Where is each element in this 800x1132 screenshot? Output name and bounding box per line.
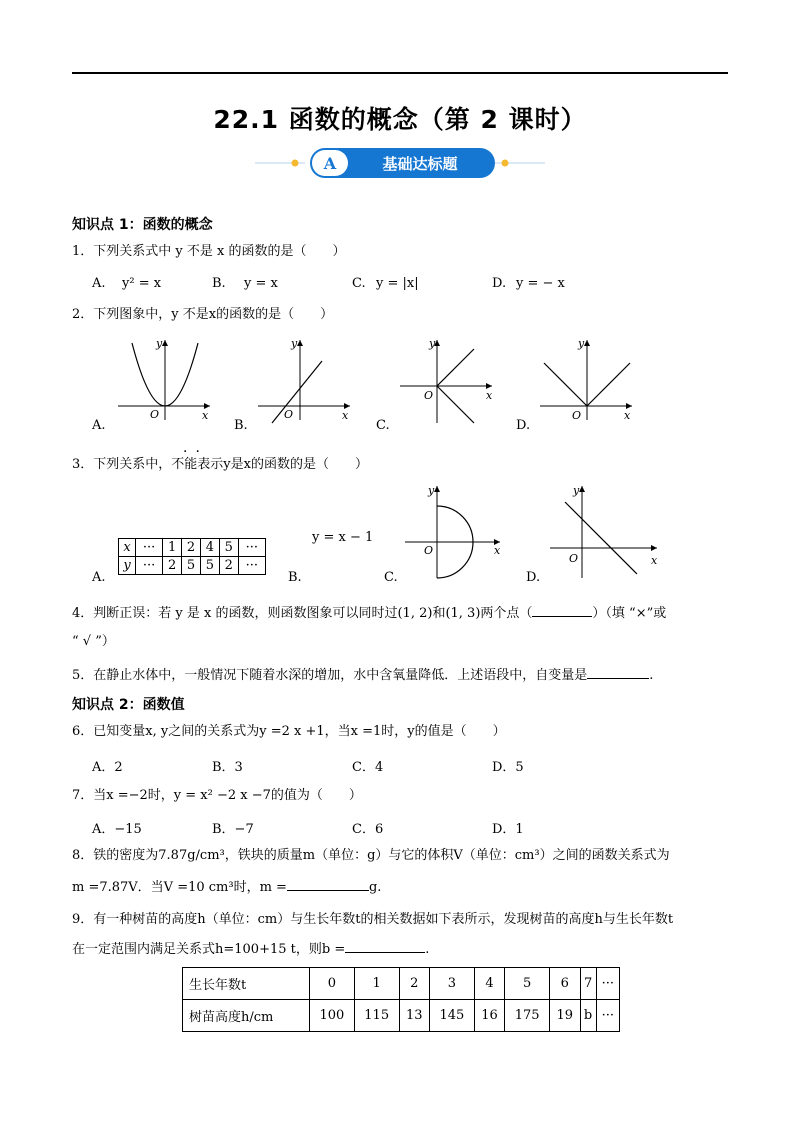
- q2-graph-d: [532, 335, 642, 425]
- q3-table: [118, 538, 266, 575]
- question-4-line2: “ √ ”）: [72, 634, 115, 649]
- q2-graph-b: [250, 335, 360, 425]
- question-5-text: [72, 664, 653, 686]
- q2-option-b: B.: [234, 418, 248, 433]
- table-cell: 145: [430, 1000, 475, 1032]
- q8-answer-blank[interactable]: [287, 876, 369, 891]
- emphasis-dots: ··: [183, 444, 208, 460]
- table-cell: 2: [182, 539, 201, 557]
- table-cell: 2: [399, 968, 429, 1000]
- banner-letter: A: [323, 154, 337, 173]
- banner-label: 基础达标题: [382, 155, 458, 173]
- q6-option-c: C．4: [352, 760, 384, 775]
- svg-text:x: x: [651, 554, 658, 567]
- q4-text-a: 4．判断正误：若 y 是 x 的函数，则函数图象可以同时过: [72, 606, 398, 621]
- q4-and: 和: [432, 606, 446, 621]
- table-cell: 13: [399, 1000, 429, 1032]
- q4-answer-blank[interactable]: [532, 602, 592, 617]
- q4-point-1: (1, 2): [397, 606, 433, 621]
- svg-text:O: O: [572, 409, 582, 422]
- table-cell: 1: [163, 539, 182, 557]
- table-cell: 175: [505, 1000, 550, 1032]
- q3-option-d: D.: [526, 570, 541, 585]
- q8-text-b: g.: [368, 880, 382, 895]
- svg-text:x: x: [624, 409, 631, 422]
- table-cell: 7: [580, 968, 596, 1000]
- q7-option-a: A．−15: [92, 822, 142, 837]
- q9-text-b: .: [425, 942, 430, 957]
- q3-option-c: C.: [384, 570, 398, 585]
- table-cell: 100: [310, 1000, 355, 1032]
- q2-option-c: C.: [376, 418, 390, 433]
- table-cell: 2: [163, 557, 182, 575]
- svg-text:x: x: [202, 409, 209, 422]
- svg-text:y: y: [573, 484, 580, 497]
- table-cell: y: [119, 557, 136, 575]
- banner-dot-right: [502, 160, 509, 167]
- q9-table: [182, 967, 620, 1032]
- banner-dot-left: [292, 160, 299, 167]
- svg-text:y: y: [291, 337, 298, 350]
- q1-expr-d: y = − x: [516, 276, 565, 291]
- q4-text-c: ）（填 “×”或: [592, 606, 667, 621]
- q1-expr-b: y = x: [244, 276, 278, 291]
- svg-text:x: x: [486, 389, 493, 402]
- q1-expr-a: y² = x: [122, 276, 162, 291]
- q5-answer-blank[interactable]: [587, 664, 649, 679]
- section-heading-1: 知识点 1：函数的概念: [72, 217, 213, 233]
- q5-text: 5．在静止水体中，一般情况下随着水深的增加，水中含氧量降低．上述语段中，自变量是: [72, 668, 588, 683]
- q6-option-d: D．5: [492, 760, 524, 775]
- svg-text:O: O: [424, 389, 434, 402]
- table-cell: ···: [596, 968, 619, 1000]
- table-cell: ···: [238, 557, 265, 575]
- q1-option-b: B.: [212, 276, 226, 291]
- svg-text:x: x: [494, 544, 501, 557]
- table-cell: 0: [310, 968, 355, 1000]
- question-8-line2: [72, 876, 381, 898]
- question-7-text: 7．当x =−2时，y = x² −2 x −7的值为（ ）: [72, 788, 362, 803]
- q9-text-a: 在一定范围内满足关系式h=100+15 t，则b =: [72, 942, 346, 957]
- question-9-line2: [72, 938, 429, 960]
- q2-option-d: D.: [516, 418, 531, 433]
- q2-graph-a: [110, 335, 220, 425]
- table-cell: b: [580, 1000, 596, 1032]
- page-title: 22.1 函数的概念（第 2 课时）: [213, 105, 587, 134]
- question-6-text: 6．已知变量x, y之间的关系式为y =2 x +1，当x =1时，y的值是（ ）: [72, 724, 506, 739]
- top-rule: [72, 72, 728, 74]
- table-cell: 2: [219, 557, 238, 575]
- table-cell: ···: [135, 539, 162, 557]
- q1-option-a: A.: [92, 276, 106, 291]
- question-9-line1: 9．有一种树苗的高度h（单位：cm）与生长年数t的相关数据如下表所示，发现树苗的高度h与生长年数t: [72, 912, 674, 927]
- table-cell: 16: [474, 1000, 504, 1032]
- question-3-text: 3．下列关系中，不能表示y是x的函数的是（ ）: [72, 457, 368, 472]
- q3-graph-d: [545, 482, 665, 582]
- q5-end: .: [649, 668, 654, 683]
- q3-option-a: A.: [92, 570, 106, 585]
- table-cell: 1: [354, 968, 399, 1000]
- section-banner: [235, 146, 565, 180]
- svg-text:O: O: [424, 544, 434, 557]
- table-cell: ···: [135, 557, 162, 575]
- table-cell: x: [119, 539, 136, 557]
- q1-option-c: C.: [352, 276, 366, 291]
- svg-text:y: y: [428, 484, 435, 497]
- q2-option-a: A.: [92, 418, 106, 433]
- table-cell: 3: [430, 968, 475, 1000]
- section-heading-2: 知识点 2：函数值: [72, 697, 185, 713]
- question-1-text: 1．下列关系式中 y 不是 x 的函数的是（ ）: [72, 244, 346, 259]
- svg-text:y: y: [156, 337, 163, 350]
- q2-graph-c: [392, 335, 502, 425]
- q9-answer-blank[interactable]: [345, 938, 425, 953]
- svg-text:O: O: [150, 408, 160, 421]
- q6-option-a: A．2: [92, 760, 123, 775]
- table-cell: 4: [474, 968, 504, 1000]
- svg-text:x: x: [342, 409, 349, 422]
- table-cell: 6: [550, 968, 580, 1000]
- table-cell: 生长年数t: [183, 968, 310, 1000]
- table-cell: ···: [238, 539, 265, 557]
- table-cell: 5: [505, 968, 550, 1000]
- svg-text:y: y: [578, 337, 585, 350]
- table-cell: 树苗高度h/cm: [183, 1000, 310, 1032]
- table-cell: 5: [182, 557, 201, 575]
- q3-graph-c: [400, 482, 510, 582]
- question-4-line1: [72, 602, 666, 624]
- svg-text:y: y: [429, 337, 436, 350]
- table-cell: 4: [200, 539, 219, 557]
- question-8-line1: 8．铁的密度为7.87g/cm³，铁块的质量m（单位：g）与它的体积V（单位：cm³）之间的函数关系式为: [72, 848, 670, 863]
- svg-text:O: O: [284, 408, 294, 421]
- q4-text-b: 两个点（: [480, 606, 533, 621]
- q7-option-b: B．−7: [212, 822, 254, 837]
- table-cell: 115: [354, 1000, 399, 1032]
- table-cell: 5: [200, 557, 219, 575]
- q3-option-b: B.: [288, 570, 302, 585]
- q7-option-d: D．1: [492, 822, 524, 837]
- question-2-text: 2．下列图象中，y 不是x的函数的是（ ）: [72, 307, 334, 322]
- q1-expr-c: y = |x|: [376, 276, 419, 291]
- q7-option-c: C．6: [352, 822, 384, 837]
- q8-text-a: m =7.87V．当V =10 cm³时，m =: [72, 880, 287, 895]
- q4-point-2: (1, 3): [445, 606, 481, 621]
- q1-option-d: D.: [492, 276, 507, 291]
- q6-option-b: B．3: [212, 760, 243, 775]
- table-cell: 5: [219, 539, 238, 557]
- q3-equation: y = x − 1: [312, 530, 374, 545]
- table-cell: ···: [596, 1000, 619, 1032]
- svg-text:O: O: [569, 552, 579, 565]
- table-cell: 19: [550, 1000, 580, 1032]
